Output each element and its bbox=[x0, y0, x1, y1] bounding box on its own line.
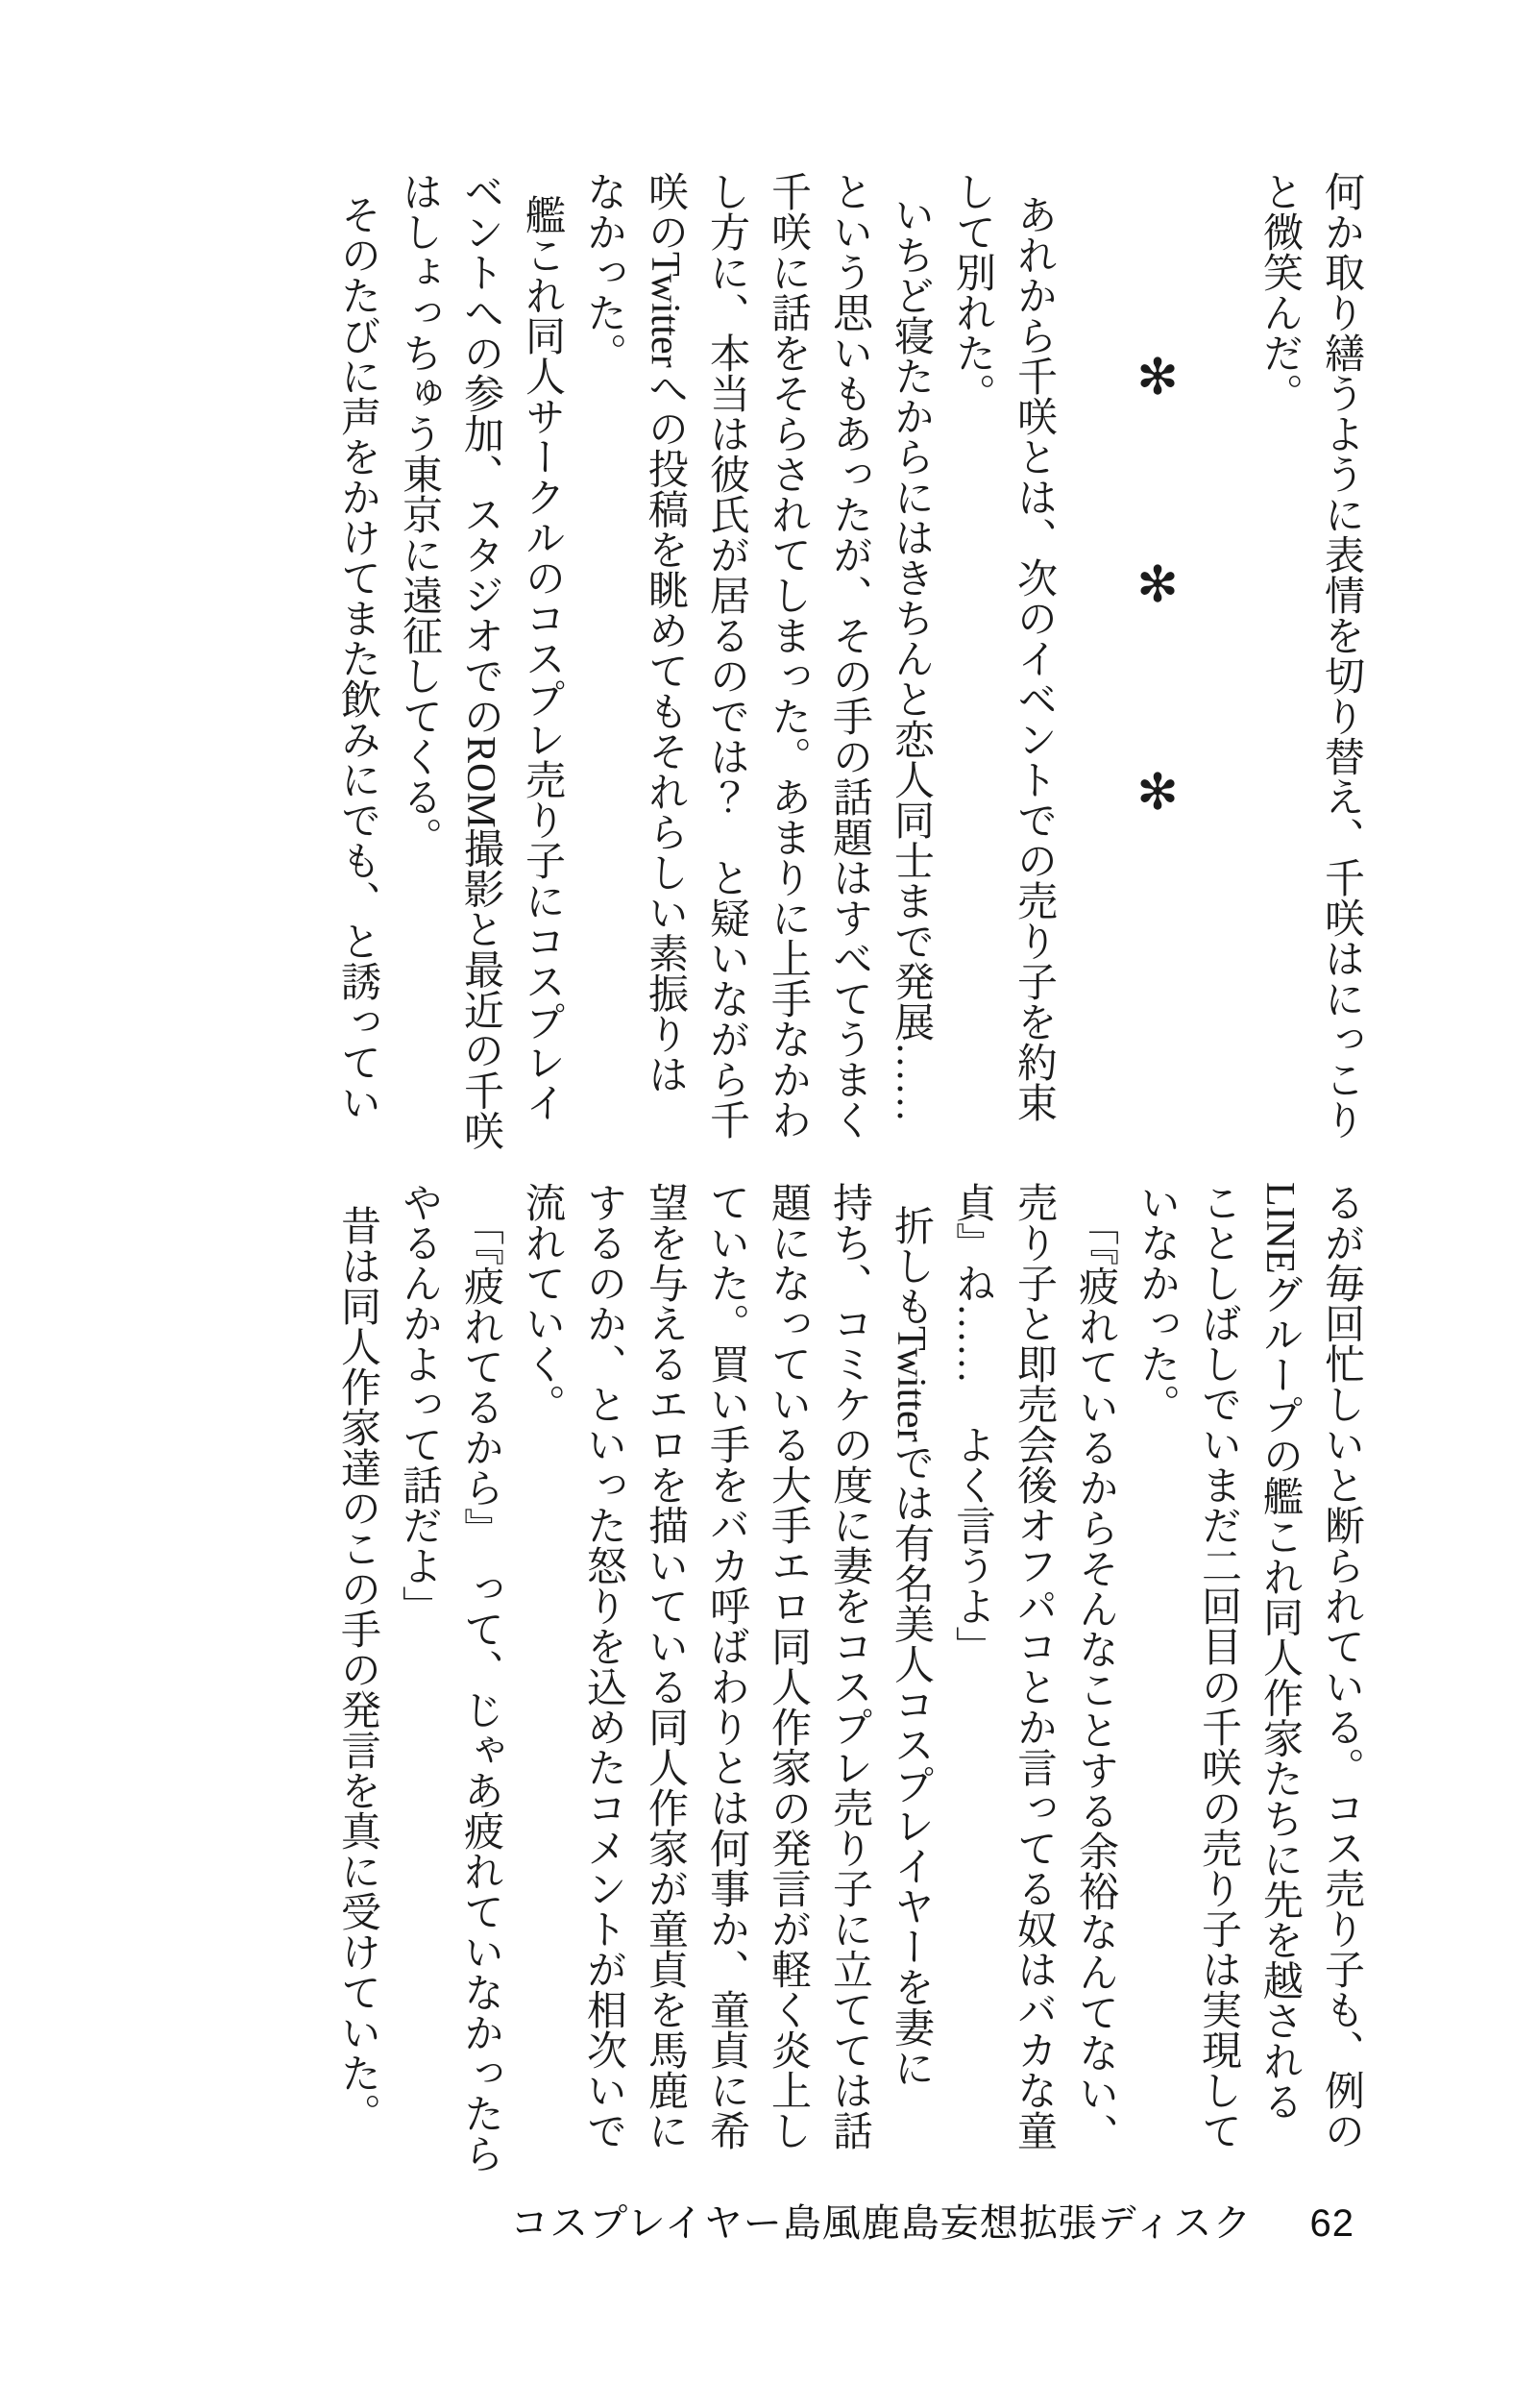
footer-page-number: 62 bbox=[1309, 2202, 1354, 2245]
text-column: やるんかよって話だよ」 bbox=[397, 1182, 441, 1626]
text-column: 昔は同人作家達のこの手の発言を真に受けていた。 bbox=[335, 1205, 379, 2133]
text-column: あれから千咲とは、次のイベントでの売り子を約束 bbox=[1012, 194, 1056, 1122]
text-column: ていた。買い手をバカ呼ばわりとは何事か、童貞に希 bbox=[704, 1182, 748, 2150]
text-column: 流れていく。 bbox=[520, 1182, 564, 1424]
page-footer bbox=[510, 2193, 1354, 2248]
text-column: 売り子と即売会後オフパコとか言ってる奴はバカな童 bbox=[1012, 1182, 1056, 2150]
text-column: なかった。 bbox=[581, 171, 625, 373]
footer-title: コスプレイヤー島風鹿島妄想拡張ディスク bbox=[510, 2202, 1253, 2245]
text-column: し方に、本当は彼氏が居るのでは？ と疑いながら千 bbox=[704, 171, 748, 1140]
text-column: と微笑んだ。 bbox=[1257, 171, 1302, 413]
text-column: 持ち、コミケの度に妻をコスプレ売り子に立てては話 bbox=[827, 1182, 871, 2150]
text-column: 咲のTwitterへの投稿を眺めてもそれらしい素振りは bbox=[643, 171, 687, 1094]
text-column: 「『疲れているからそんなことする余裕なんてない、 bbox=[1073, 1205, 1117, 2153]
text-column: して別れた。 bbox=[950, 171, 994, 413]
text-column: るが毎回忙しいと断られている。コス売り子も、例の bbox=[1319, 1182, 1363, 2150]
text-column: はしょっちゅう東京に遠征してくる。 bbox=[397, 171, 441, 857]
text-column: 望を与えるエロを描いている同人作家が童貞を馬鹿に bbox=[643, 1182, 687, 2150]
text-column: 題になっている大手エロ同人作家の発言が軽く炎上し bbox=[766, 1182, 810, 2150]
text-column: ことしばしでいまだ二回目の千咲の売り子は実現して bbox=[1196, 1182, 1240, 2150]
text-column: 何か取り繕うように表情を切り替え、千咲はにっこり bbox=[1319, 171, 1363, 1140]
bottom-text-block bbox=[327, 1182, 1372, 2174]
text-column: という思いもあったが、その手の話題はすべてうまく bbox=[827, 171, 871, 1140]
text-column: 「『疲れてるから』 って、じゃあ疲れていなかったら bbox=[458, 1205, 502, 2174]
text-column: そのたびに声をかけてまた飲みにでも、と誘ってい bbox=[335, 194, 379, 1122]
text-column: 折しもTwitterでは有名美人コスプレイヤーを妻に bbox=[889, 1205, 933, 2088]
section-separator: ✻✻✻ bbox=[1130, 349, 1184, 971]
text-column: 千咲に話をそらされてしまった。あまりに上手なかわ bbox=[766, 171, 810, 1140]
text-column: ベントへの参加、スタジオでのROM撮影と最近の千咲 bbox=[458, 171, 502, 1151]
text-column: LINEグループの艦これ同人作家たちに先を越される bbox=[1257, 1182, 1302, 2122]
text-column: いなかった。 bbox=[1134, 1182, 1179, 1424]
text-column: 貞』ね…… よく言うよ」 bbox=[950, 1182, 994, 1666]
top-text-block bbox=[327, 171, 1372, 1151]
text-column: 艦これ同人サークルのコスプレ売り子にコスプレイ bbox=[520, 194, 564, 1122]
text-column: いちど寝たからにはきちんと恋人同士まで発展…… bbox=[889, 194, 933, 1122]
text-column: するのか、といった怒りを込めたコメントが相次いで bbox=[581, 1182, 625, 2150]
